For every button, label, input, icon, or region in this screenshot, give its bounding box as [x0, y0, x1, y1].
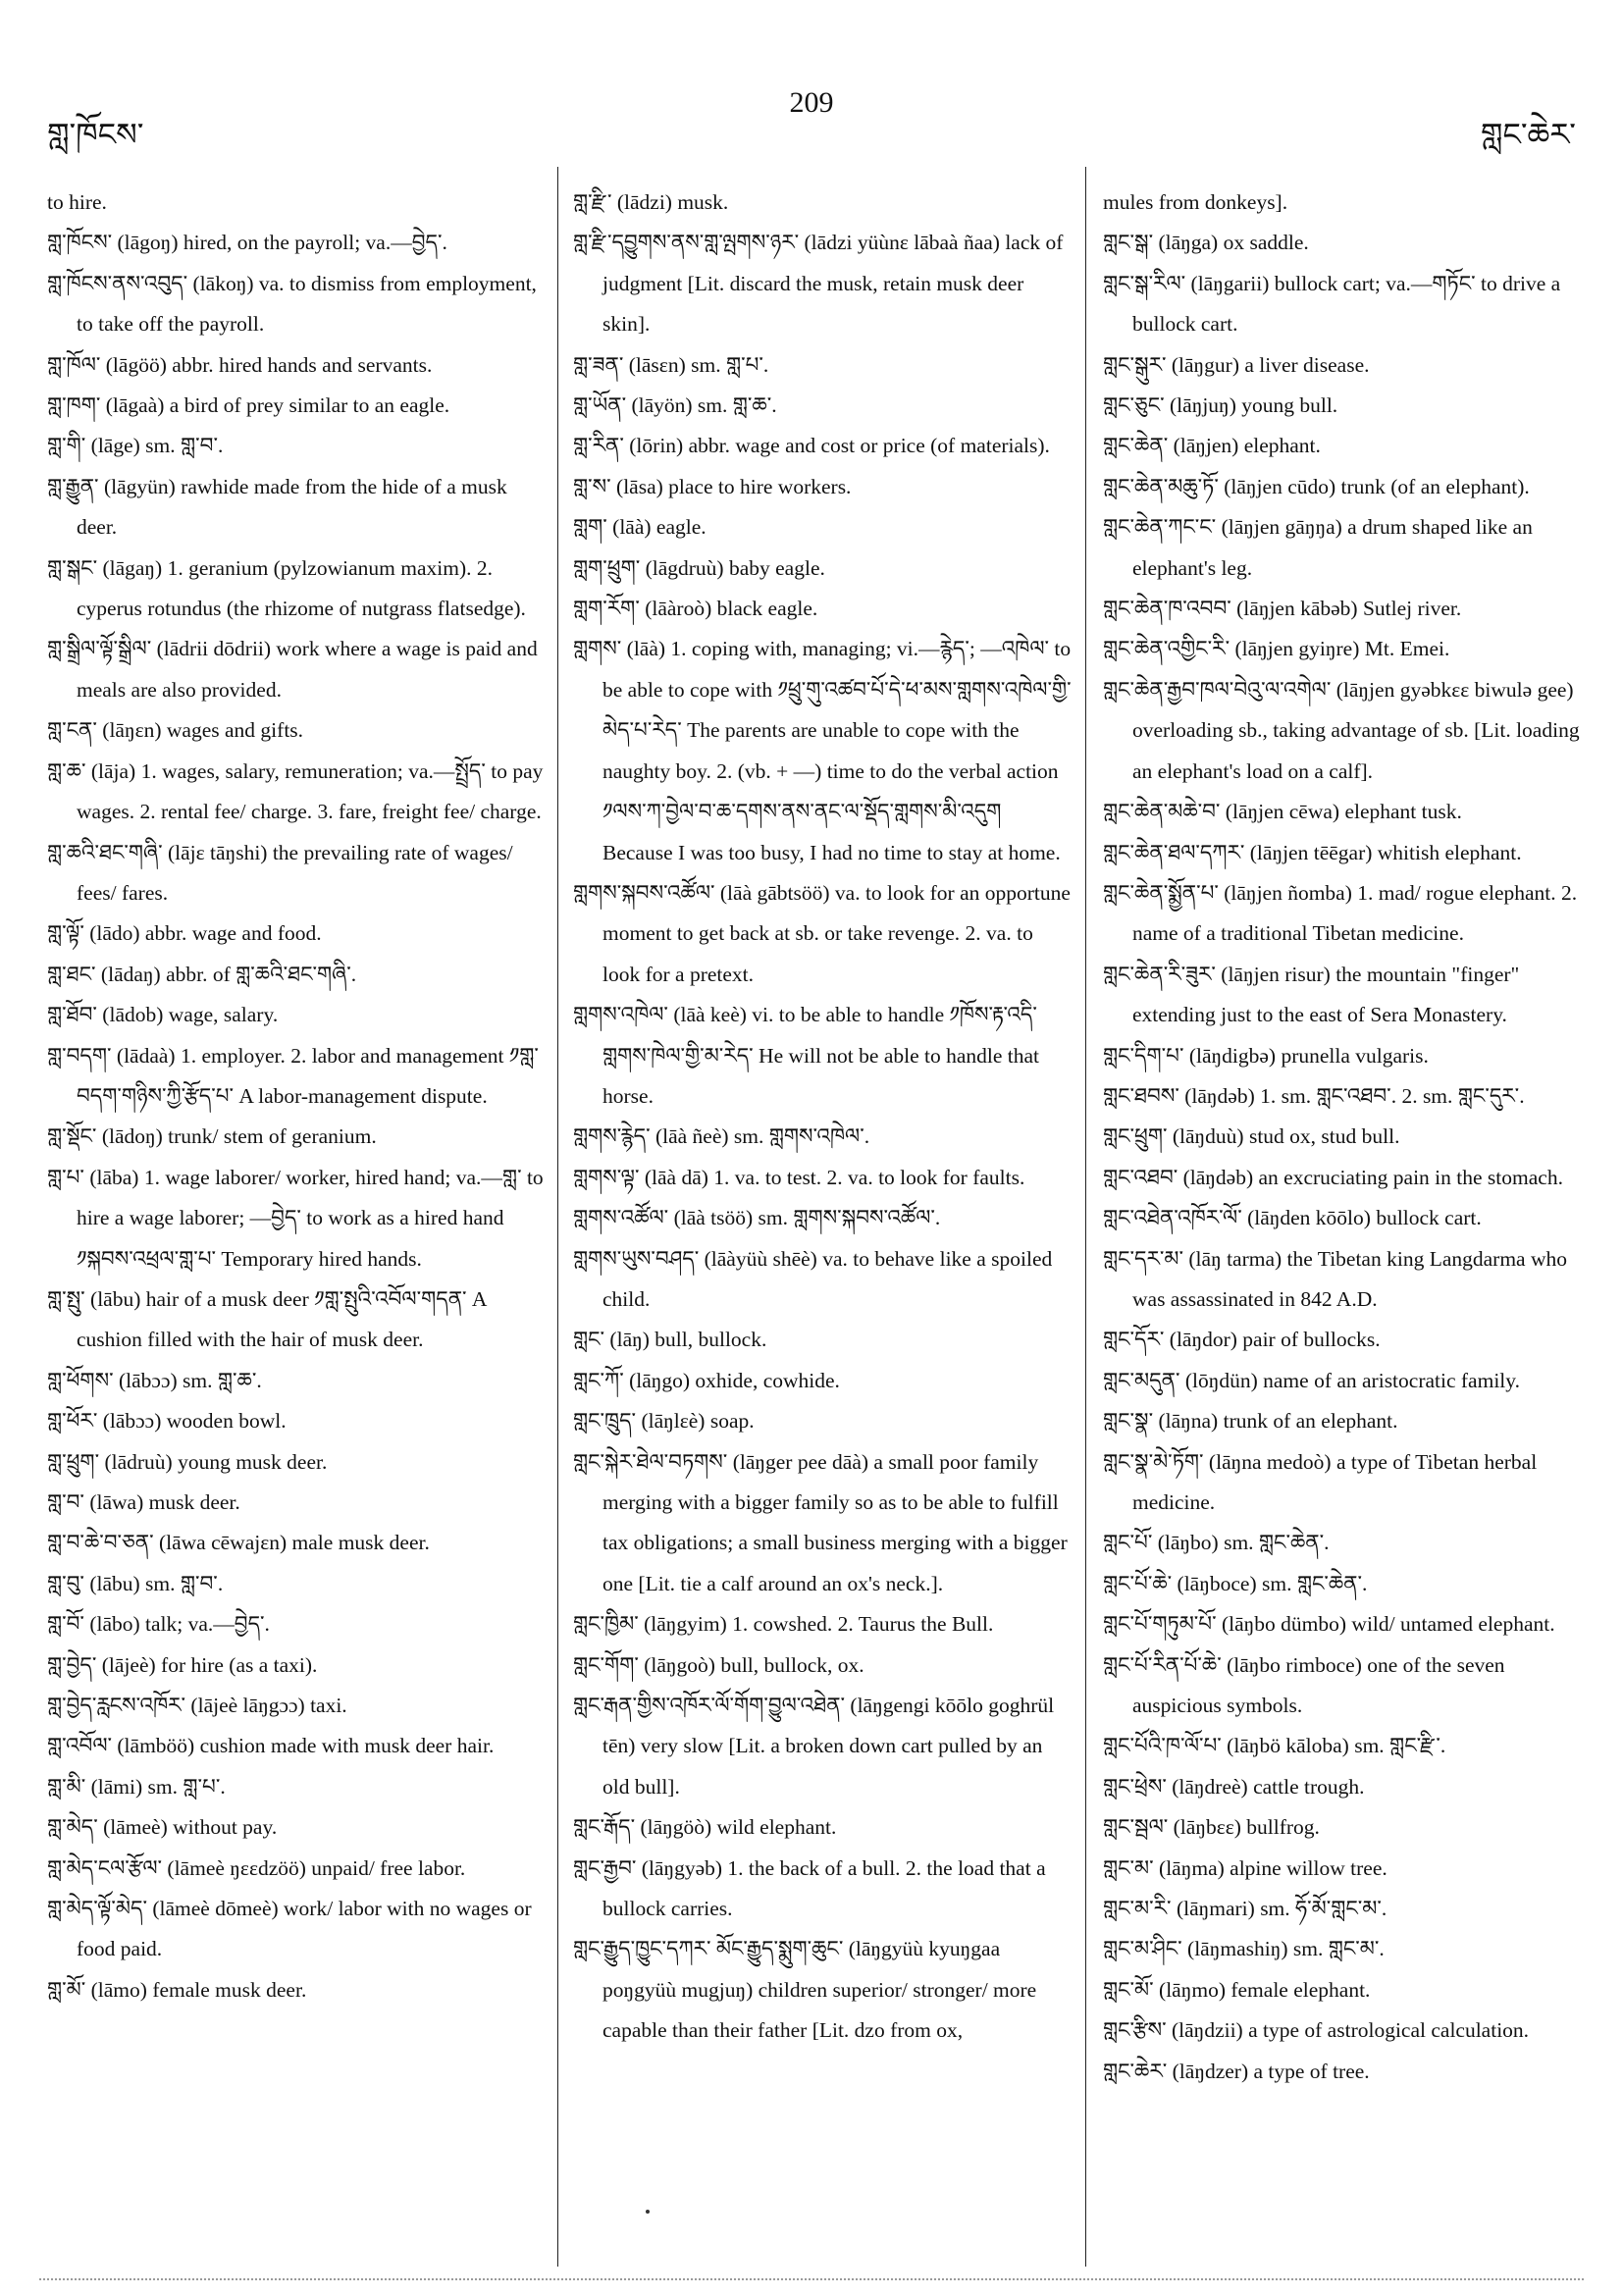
- dictionary-entry: གླང་ཀོ་ (lāŋgo) oxhide, cowhide.: [573, 1368, 840, 1392]
- dictionary-entry: གླ་འབོལ་ (lāmböö) cushion made with musk deer hair.: [47, 1734, 495, 1758]
- dictionary-entry: གླང་ཆེན་རྒྱབ་ཁལ་བེའུ་ལ་འགེལ་ (lāŋjen gyəbkɛɛ biwulə gee) overloading sb., taking advantage of sb. [Lit. loading an elephant's load on a calf].: [1103, 677, 1580, 783]
- dictionary-entry: གླག་རོག་ (lāàroò) black eagle.: [573, 597, 818, 621]
- dictionary-entry: གླང་ཆེན་རི་ཟུར་ (lāŋjen risur) the mountain "finger" extending just to the east of Sera Monastery.: [1103, 962, 1520, 1027]
- dictionary-entry: གླ་སྤུ་ (lābu) hair of a musk deer ༡གླ་སྤུའི་འབོལ་གདན་ A cushion filled with the hair of musk deer.: [47, 1286, 487, 1352]
- dictionary-entry: གླ་རྒྱུན་ (lāgyün) rawhide made from the hide of a musk deer.: [47, 474, 507, 540]
- dictionary-entry: གླ་མེད་ (lāmeè) without pay.: [47, 1815, 278, 1840]
- dictionary-entry: གླང་མོ་ (lāŋmo) female elephant.: [1103, 1977, 1371, 2002]
- dictionary-entry: གླང་དོར་ (lāŋdor) pair of bullocks.: [1103, 1328, 1381, 1352]
- dictionary-entry: གླ་ཟན་ (lāsɛn) sm. གླ་པ་.: [573, 352, 769, 377]
- dictionary-entry: གླང་ཆེན་ཐལ་དཀར་ (lāŋjen tēēgar) whitish elephant.: [1103, 840, 1522, 864]
- dictionary-entry: གླང་འཐབ་ (lāŋdəb) an excruciating pain in the stomach.: [1103, 1165, 1563, 1189]
- dictionary-entry: གླ་ཡོན་ (lāyön) sm. གླ་ཆ་.: [573, 393, 777, 418]
- dictionary-entry: གླང་ཅུང་ (lāŋjuŋ) young bull.: [1103, 393, 1338, 418]
- dictionary-entry: གླང་ཁྲུད་ (lāŋlɛè) soap.: [573, 1409, 755, 1434]
- dictionary-entry: གླགས་འཁེལ་ (lāà keè) vi. to be able to handle ༡ཁོས་རྟ་འདི་གླགས་ཁེལ་གྱི་མ་རེད་ He will not be able to handle that horse.: [573, 1003, 1040, 1108]
- dictionary-entry: གླ་མེད་ངལ་རྩོལ་ (lāmeè ŋɛɛdzöö) unpaid/ free labor.: [47, 1855, 466, 1880]
- dictionary-entry: གླགས་སྐབས་འཚོལ་ (lāà gābtsöö) va. to look for an opportune moment to get back at sb. or take revenge. 2. va. to look for a pretext.: [573, 880, 1071, 986]
- dictionary-entry: གླང་འཐེན་འཁོར་ལོ་ (lāŋden kōōlo) bullock cart.: [1103, 1206, 1482, 1230]
- dictionary-entry: གླ་སྒང་ (lāgaŋ) 1. geranium (pylzowianum maxim). 2. cyperus rotundus (the rhizome of nutgrass flatsedge).: [47, 555, 526, 621]
- dictionary-entry: གླང་གོག་ (lāŋgoò) bull, bullock, ox.: [573, 1652, 864, 1677]
- dictionary-entry: གླང་སྦལ་ (lāŋbɛɛ) bullfrog.: [1103, 1815, 1320, 1840]
- dictionary-entry: གླ་ཕྲུག་ (lādruù) young musk deer.: [47, 1449, 328, 1474]
- dictionary-entry: གླ་མེད་ལྟོ་མེད་ (lāmeè dōmeè) work/ labor with no wages or food paid.: [47, 1897, 532, 1961]
- dictionary-entry: གླང་མ་ (lāŋma) alpine willow tree.: [1103, 1855, 1387, 1880]
- dictionary-entry: གླང་པོ་ (lāŋbo) sm. གླང་ཆེན་.: [1103, 1531, 1330, 1555]
- dictionary-entry: གླང་དར་མ་ (lāŋ tarma) the Tibetan king Langdarma who was assassinated in 842 A.D.: [1103, 1246, 1567, 1311]
- dictionary-entry: mules from donkeys].: [1103, 190, 1288, 214]
- dictionary-entry: གླ་ཐོབ་ (lādob) wage, salary.: [47, 1003, 279, 1027]
- dictionary-entry: to hire.: [47, 190, 107, 214]
- dictionary-entry: གླང་དིག་པ་ (lāŋdigbə) prunella vulgaris.: [1103, 1043, 1429, 1068]
- dictionary-entry: གླ་རིན་ (lōrin) abbr. wage and cost or price (of materials).: [573, 434, 1050, 458]
- stray-mark: [646, 2210, 650, 2214]
- dictionary-entry: གླང་སྣ་མེ་ཏོག་ (lāŋna medoò) a type of Tibetan herbal medicine.: [1103, 1449, 1538, 1514]
- dictionary-entry: གླང་རྒྱུད་ཁྱུང་དཀར་ མོང་རྒྱུད་སྨུག་ཆུང་ (lāŋgyüù kyuŋgaa poŋgyüù mugjuŋ) children superior/ stronger/ more capable than their father [Lit. dzo from ox,: [573, 1937, 1037, 2043]
- dictionary-entry: གླང་མདུན་ (lōŋdün) name of an aristocratic family.: [1103, 1368, 1520, 1392]
- dictionary-entry: གླང་ཕྲེས་ (lāŋdreè) cattle trough.: [1103, 1774, 1365, 1799]
- dictionary-entry: གླ་བདག་ (lādaà) 1. employer. 2. labor and management ༡གླ་བདག་གཉིས་ཀྱི་རྩོད་པ་ A labor-management dispute.: [47, 1043, 539, 1108]
- column-right: [1103, 183, 1594, 2092]
- dictionary-entry: གླ་ཕོགས་ (lābɔɔ) sm. གླ་ཆ་.: [47, 1368, 262, 1392]
- column-middle: [573, 183, 1072, 2052]
- dictionary-entry: གླང་ཆེན་སྨྱོན་པ་ (lāŋjen ñomba) 1. mad/ rogue elephant. 2. name of a traditional Tibetan medicine.: [1103, 880, 1578, 946]
- dictionary-entry: གླ་བྱེད་ (lājeè) for hire (as a taxi).: [47, 1652, 318, 1677]
- dictionary-entry: གླ་མོ་ (lāmo) female musk deer.: [47, 1977, 307, 2002]
- dictionary-entry: གླ་གི་ (lāge) sm. གླ་བ་.: [47, 434, 224, 458]
- page-number: 209: [789, 86, 834, 119]
- dictionary-entry: གླང་སྣ་ (lāŋna) trunk of an elephant.: [1103, 1409, 1398, 1434]
- dictionary-entry: གླང་རྒྱབ་ (lāŋgyəb) 1. the back of a bull. 2. the load that a bullock carries.: [573, 1855, 1046, 1921]
- dictionary-entry: གླགས་རྙེད་ (lāà ñeè) sm. གླགས་འཁེལ་.: [573, 1124, 870, 1149]
- running-head-right: གླང་ཆེར་: [1480, 116, 1576, 153]
- dictionary-entry: གླ་སྒྲིལ་ལྟོ་སྒྲིལ་ (lādrii dōdrii) work where a wage is paid and meals are also provided.: [47, 637, 538, 702]
- dictionary-entry: གླང་པོ་རིན་པོ་ཆེ་ (lāŋbo rimboce) one of the seven auspicious symbols.: [1103, 1652, 1505, 1718]
- dictionary-entry: གླང་ཐབས་ (lāŋdəb) 1. sm. གླང་འཐབ་. 2. sm. གླང་དུར་.: [1103, 1083, 1525, 1108]
- dictionary-entry: གླང་ཆེར་ (lāŋdzer) a type of tree.: [1103, 2059, 1370, 2083]
- dictionary-entry: གླ་བ་ཆེ་བ་ཅན་ (lāwa cēwajɛn) male musk deer.: [47, 1531, 430, 1555]
- dictionary-entry: གླ་ཁག་ (lāgaà) a bird of prey similar to an eagle.: [47, 393, 450, 418]
- dictionary-entry: གླང་ཆེན་ (lāŋjen) elephant.: [1103, 434, 1321, 458]
- dictionary-entry: གླ་རྫི་དབྱུགས་ནས་གླ་ལྤགས་ཉར་ (lādzi yüùnɛ lābaà ñaa) lack of judgment [Lit. discard the musk, retain musk deer skin].: [573, 231, 1064, 337]
- column-divider: [1085, 167, 1086, 2267]
- dictionary-entry: གླང་ཕྲུག་ (lāŋduù) stud ox, stud bull.: [1103, 1124, 1400, 1149]
- dictionary-entry: གླག་ (lāà) eagle.: [573, 515, 707, 540]
- dictionary-entry: གླ་རྫི་ (lādzi) musk.: [573, 190, 729, 214]
- dictionary-entry: གླང་ཁྱིམ་ (lāŋgyim) 1. cowshed. 2. Taurus the Bull.: [573, 1612, 994, 1637]
- dictionary-entry: གླང་མ་ཤིང་ (lāŋmashiŋ) sm. གླང་མ་.: [1103, 1937, 1385, 1961]
- dictionary-entry: གླ་བོ་ (lābo) talk; va.—བྱེད་.: [47, 1612, 270, 1637]
- dictionary-entry: གླང་པོ་གཏུམ་པོ་ (lāŋbo dümbo) wild/ untamed elephant.: [1103, 1612, 1555, 1637]
- dictionary-entry: གླ་ཕོར་ (lābɔɔ) wooden bowl.: [47, 1409, 287, 1434]
- dictionary-entry: གླང་ཆེན་ཀང་ང་ (lāŋjen gāŋŋa) a drum shaped like an elephant's leg.: [1103, 515, 1533, 580]
- dictionary-entry: གླ་སྡོང་ (lādoŋ) trunk/ stem of geranium.: [47, 1124, 377, 1149]
- dictionary-entry: གླ་བུ་ (lābu) sm. གླ་བ་.: [47, 1571, 224, 1595]
- running-head-left: གླ་ཁོངས་: [47, 116, 144, 153]
- dictionary-entry: གླང་པོའི་ཁ་ལོ་པ་ (lāŋbö kāloba) sm. གླང་རྫི་.: [1103, 1734, 1446, 1758]
- dictionary-entry: གླང་རྒན་གྱིས་འཁོར་ལོ་གོག་བྱུལ་འཐེན་ (lāŋgengi kōōlo goghrül tēn) very slow [Lit. a broken down cart pulled by an old bull].: [573, 1694, 1055, 1799]
- dictionary-entry: གླ་པ་ (lāba) 1. wage laborer/ worker, hired hand; va.—གླ་ to hire a wage laborer; —བྱེད་ to work as a hired hand ༡སྐབས་འཕྲལ་གླ་པ་ Temporary hired hands.: [47, 1165, 544, 1271]
- dictionary-entry: གླགས་ (lāà) 1. coping with, managing; vi.—རྙེད་; —འཁེལ་ to be able to cope with ༡ཕྲུ་གུ་འཚབ་པོ་དེ་ཕ་མས་གླགས་འཁེལ་གྱི་མེད་པ་རེད་ The parents are unable to cope with the naughty boy. 2. (vb. + —) time to do the verbal action ༡ལས་ཀ་བྱེལ་བ་ཆ་དགས་ནས་ནང་ལ་སྡོད་གླགས་མི་འདུག Because I was too busy, I had no time to stay at home.: [573, 637, 1072, 864]
- dictionary-entry: གླ་བྱེད་རླངས་འཁོར་ (lājeè lāŋgɔɔ) taxi.: [47, 1694, 347, 1718]
- dictionary-entry: གླ་ཁོལ་ (lāgöö) abbr. hired hands and servants.: [47, 352, 433, 377]
- dictionary-entry: གླང་མ་རི་ (lāŋmari) sm. ཧོ་མོ་གླང་མ་.: [1103, 1897, 1387, 1921]
- dictionary-entry: གླང་ཆེན་འགྱིང་རི་ (lāŋjen gyiŋre) Mt. Emei.: [1103, 637, 1450, 661]
- dictionary-entry: གླ་ངན་ (lāŋɛn) wages and gifts.: [47, 718, 304, 743]
- column-divider: [557, 167, 558, 2267]
- dictionary-entry: གླང་ཆེན་མཆུ་ཏོ་ (lāŋjen cūdo) trunk (of an elephant).: [1103, 474, 1530, 498]
- dictionary-entry: གླ་མི་ (lāmi) sm. གླ་པ་.: [47, 1774, 226, 1799]
- dictionary-entry: གླང་ (lāŋ) bull, bullock.: [573, 1328, 767, 1352]
- dictionary-entry: གླང་སྐེར་ཐེལ་བཏགས་ (lāŋger pee dāà) a small poor family merging with a bigger family so as to be able to fulfill tax obligations; a small business merging with a bigger one [Lit. tie a calf around an ox's neck.].: [573, 1449, 1068, 1595]
- dictionary-entry: གླ་བ་ (lāwa) musk deer.: [47, 1490, 240, 1514]
- scan-edge-line: [39, 2278, 1584, 2280]
- dictionary-entry: གླགས་ལྟ་ (lāà dā) 1. va. to test. 2. va. to look for faults.: [573, 1165, 1025, 1189]
- dictionary-entry: གླ་ཁོངས་ནས་འབུད་ (lākoŋ) va. to dismiss from employment, to take off the payroll.: [47, 271, 537, 337]
- dictionary-entry: གླ་ཁོངས་ (lāgoŋ) hired, on the payroll; va.—བྱེད་.: [47, 231, 447, 255]
- dictionary-entry: གླག་ཕྲུག་ (lāgdruù) baby eagle.: [573, 555, 825, 580]
- dictionary-entry: གླང་སྒ་ (lāŋga) ox saddle.: [1103, 231, 1309, 255]
- dictionary-entry: གླ་ཆའི་ཐང་གཞི་ (lājɛ tāŋshi) the prevailing rate of wages/ fees/ fares.: [47, 840, 513, 905]
- column-left: [47, 183, 546, 2010]
- dictionary-entry: གླང་ཆེན་ཁ་འབབ་ (lāŋjen kābəb) Sutlej river.: [1103, 597, 1462, 621]
- dictionary-entry: གླགས་འཚོལ་ (lāà tsöö) sm. གླགས་སྐབས་འཚོལ་.: [573, 1206, 941, 1230]
- dictionary-entry: གླ་ཆ་ (lāja) 1. wages, salary, remuneration; va.—སྤྲོད་ to pay wages. 2. rental fee/ charge. 3. fare, freight fee/ charge.: [47, 758, 544, 824]
- dictionary-entry: གླང་སྒ་རིལ་ (lāŋgarii) bullock cart; va.—གཏོང་ to drive a bullock cart.: [1103, 271, 1561, 337]
- dictionary-entry: གླ་ཐང་ (lādaŋ) abbr. of གླ་ཆའི་ཐང་གཞི་.: [47, 962, 357, 986]
- dictionary-entry: གླང་རྩིས་ (lāŋdzii) a type of astrological calculation.: [1103, 2018, 1530, 2043]
- dictionary-entry: གླང་ཆེན་མཆེ་བ་ (lāŋjen cēwa) elephant tusk.: [1103, 800, 1462, 824]
- dictionary-entry: གླང་པོ་ཆེ་ (lāŋboce) sm. གླང་ཆེན་.: [1103, 1571, 1368, 1595]
- dictionary-entry: གླང་སྒུར་ (lāŋgur) a liver disease.: [1103, 352, 1370, 377]
- dictionary-entry: གླང་རྒོད་ (lāŋgöò) wild elephant.: [573, 1815, 837, 1840]
- dictionary-entry: གླ་ས་ (lāsa) place to hire workers.: [573, 474, 852, 498]
- dictionary-entry: གླ་ལྟོ་ (lādo) abbr. wage and food.: [47, 921, 322, 946]
- dictionary-entry: གླགས་ཡུས་བཤད་ (lāàyüù shēè) va. to behave like a spoiled child.: [573, 1246, 1053, 1311]
